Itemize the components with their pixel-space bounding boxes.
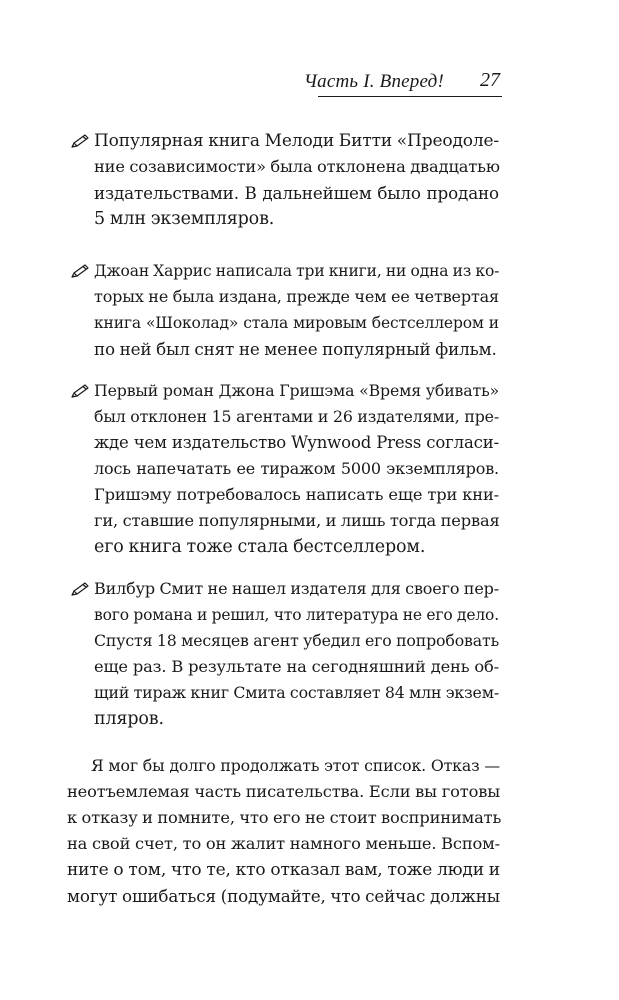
- bullet-3-line-2: был отклонен 15 агентами и 26 издателями, пре-: [94, 407, 499, 426]
- bullet-4-line-2: вого романа и решил, что литература не его дело.: [94, 606, 499, 624]
- bullet-1-line-3: издательствами. В дальнейшем было продано: [94, 183, 499, 203]
- bullet-2-line-4: по ней был снят не менее популярный фильм.: [94, 339, 497, 359]
- bullet-3-line-4: лось напечатать ее тиражом 5000 экземпляров.: [94, 459, 499, 478]
- running-header: [303, 69, 502, 97]
- pencil-icon: [70, 383, 90, 399]
- paragraph-line-2: неотъемлемая часть писательства. Если вы готовы: [67, 782, 500, 801]
- paragraph-line-5: ните о том, что те, кто отказал вам, тоже люди и: [67, 860, 500, 880]
- paragraph-line-4: на свой счет, то он жалит намного меньше. Вспом-: [67, 834, 500, 853]
- bullet-3-line-5: Гришэму потребовалось написать еще три кни-: [94, 485, 499, 504]
- bullet-1-line-2: ние созависимости» была отклонена двадцатью: [94, 157, 500, 176]
- pencil-icon: [70, 133, 90, 149]
- chapter-title: Часть I. Вперед!: [303, 71, 444, 92]
- bullet-3-line-1: Первый роман Джона Гришэма «Время убивать»: [94, 381, 499, 400]
- bullet-1-line-4: 5 млн экземпляров.: [94, 209, 275, 229]
- bullet-2-line-3: книга «Шоколад» стала мировым бестселлером и: [94, 314, 499, 332]
- bullet-3-line-7: его книга тоже стала бестселлером.: [94, 537, 426, 557]
- bullet-4-line-6: пляров.: [94, 709, 164, 729]
- bullet-2-line-1: Джоан Харрис написала три книги, ни одна из ко-: [94, 262, 500, 280]
- header-rule: [318, 96, 502, 97]
- page-number: 27: [480, 69, 500, 91]
- bullet-4-line-1: Вилбур Смит не нашел издателя для своего пер-: [94, 579, 499, 598]
- bullet-4-line-5: щий тираж книг Смита составляет 84 млн экзем-: [94, 683, 499, 702]
- paragraph-line-3: к отказу и помните, что его не стоит воспринимать: [67, 808, 502, 827]
- paragraph-line-6: могут ошибаться (подумайте, что сейчас должны: [67, 886, 500, 906]
- bullet-3-line-3: жде чем издательство Wynwood Press согласи-: [94, 433, 499, 452]
- pencil-icon: [70, 581, 90, 597]
- bullet-4-line-4: еще раз. В результате на сегодняшний день об-: [94, 657, 499, 676]
- bullet-3-line-6: ги, ставшие популярными, и лишь тогда первая: [94, 511, 500, 530]
- bullet-2-line-2: торых не была издана, прежде чем ее четвертая: [94, 287, 499, 306]
- bullet-1-line-1: Популярная книга Мелоди Битти «Преодоле-: [94, 131, 499, 151]
- paragraph-line-1: Я мог бы долго продолжать этот список. Отказ —: [91, 756, 500, 775]
- pencil-icon: [70, 263, 90, 279]
- bullet-4-line-3: Спустя 18 месяцев агент убедил его попробовать: [94, 631, 499, 650]
